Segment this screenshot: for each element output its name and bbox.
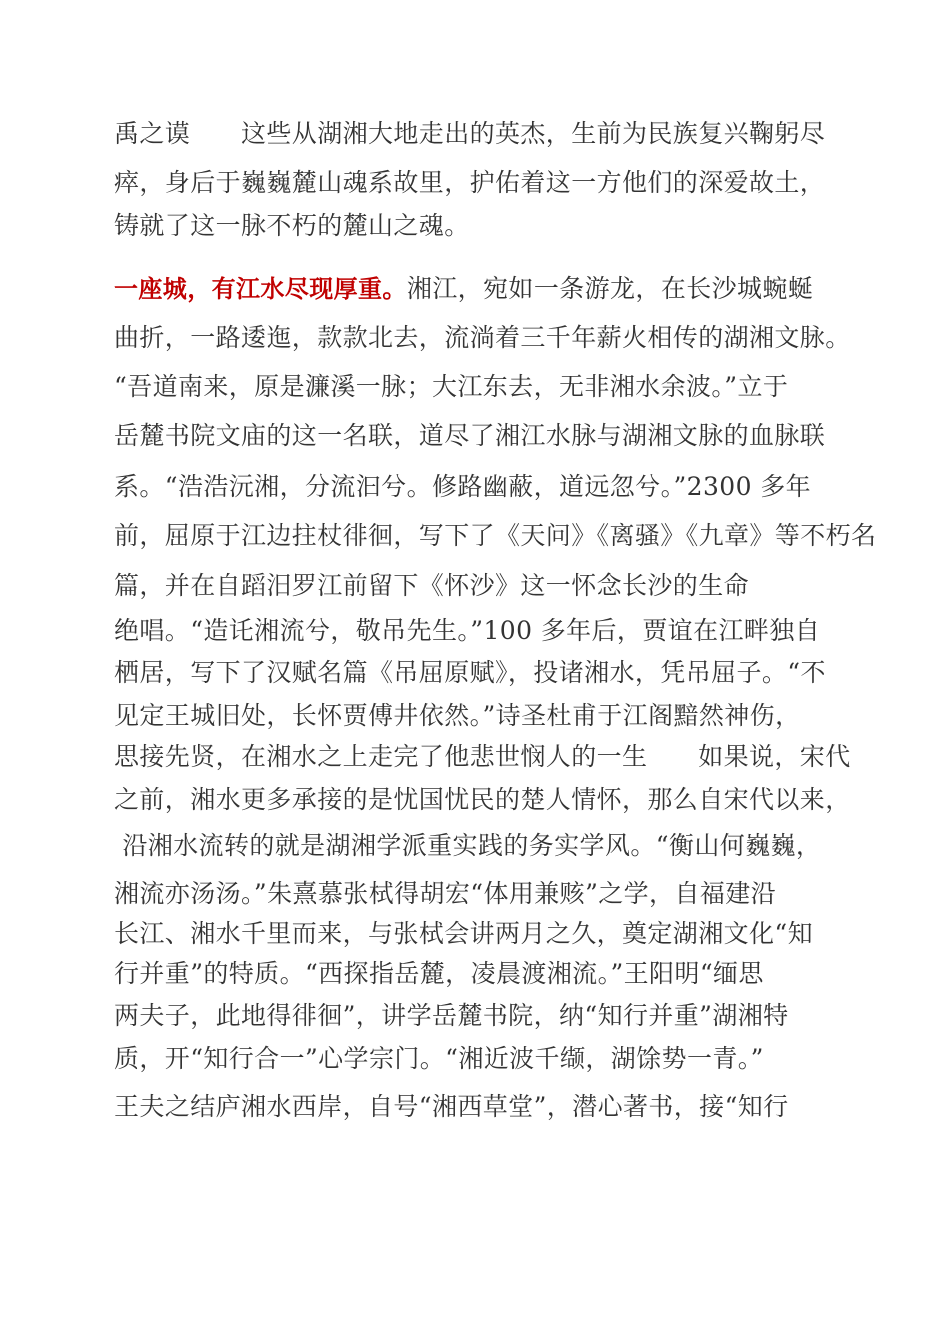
section-heading: 一座城，有江水尽现厚重。: [114, 275, 407, 303]
paragraph-2-line: 栖居，写下了汉赋名篇《吊屈原赋》，投诸湘水，凭吊屈子。“不: [114, 658, 826, 687]
paragraph-1-line-2: 瘁，身后于巍巍麓山魂系故里，护佑着这一方他们的深爱故土，: [114, 168, 826, 197]
paragraph-1-line-1: 禹之谟 这些从湖湘大地走出的英杰，生前为民族复兴鞠躬尽: [114, 119, 826, 148]
paragraph-2-first-line-text: 湘江，宛如一条游龙，在长沙城蜿蜒: [406, 274, 814, 303]
paragraph-2-line: 沿湘水流转的就是湖湘学派重实践的务实学风。“衡山何巍巍，: [114, 831, 822, 860]
paragraph-2-line: 湘流亦汤汤。”朱熹慕张栻得胡宏“体用兼赅”之学，自福建沿: [114, 879, 777, 908]
paragraph-2-line: “吾道南来，原是濂溪一脉；大江东去，无非湘水余波。”立于: [114, 372, 789, 401]
paragraph-2-line: 曲折，一路逶迤，款款北去，流淌着三千年薪火相传的湖湘文脉。: [114, 323, 851, 352]
paragraph-2-line: 两夫子，此地得徘徊”，讲学岳麓书院，纳“知行并重”湖湘特: [114, 1001, 789, 1030]
paragraph-2-line: 长江、湘水千里而来，与张栻会讲两月之久，奠定湖湘文化“知: [114, 919, 813, 948]
paragraph-2-line: 前，屈原于江边拄杖徘徊，写下了《天问》《离骚》《九章》等不朽名: [114, 521, 877, 550]
paragraph-2-line: 王夫之结庐湘水西岸，自号“湘西草堂”，潜心著书，接“知行: [114, 1092, 789, 1121]
paragraph-2-line: 思接先贤，在湘水之上走完了他悲世悯人的一生 如果说，宋代: [114, 742, 851, 771]
paragraph-2-first-line: [114, 273, 813, 305]
paragraph-2-line: 见定王城旧处，长怀贾傅井依然。”诗圣杜甫于江阁黯然神伤，: [114, 701, 801, 730]
paragraph-2-line: 之前，湘水更多承接的是忧国忧民的楚人情怀，那么自宋代以来，: [114, 785, 851, 814]
paragraph-2-line: 质，开“知行合一”心学宗门。“湘近波千缬，湖馀势一青。”: [114, 1044, 764, 1073]
paragraph-2-line: 篇，并在自蹈汨罗江前留下《怀沙》这一怀念长沙的生命: [114, 571, 750, 600]
paragraph-2-line: 绝唱。“造讬湘流兮，敬吊先生。”100 多年后，贾谊在江畔独自: [114, 616, 821, 645]
paragraph-2-line: 岳麓书院文庙的这一名联，道尽了湘江水脉与湖湘文脉的血脉联: [114, 421, 826, 450]
paragraph-2-line: 系。“浩浩沅湘，分流汩兮。修路幽蔽，道远忽兮。”2300 多年: [114, 472, 812, 501]
paragraph-2-line: 行并重”的特质。“西探指岳麓，凌晨渡湘流。”王阳明“缅思: [114, 959, 764, 988]
paragraph-1-line-3: 铸就了这一脉不朽的麓山之魂。: [114, 211, 470, 240]
